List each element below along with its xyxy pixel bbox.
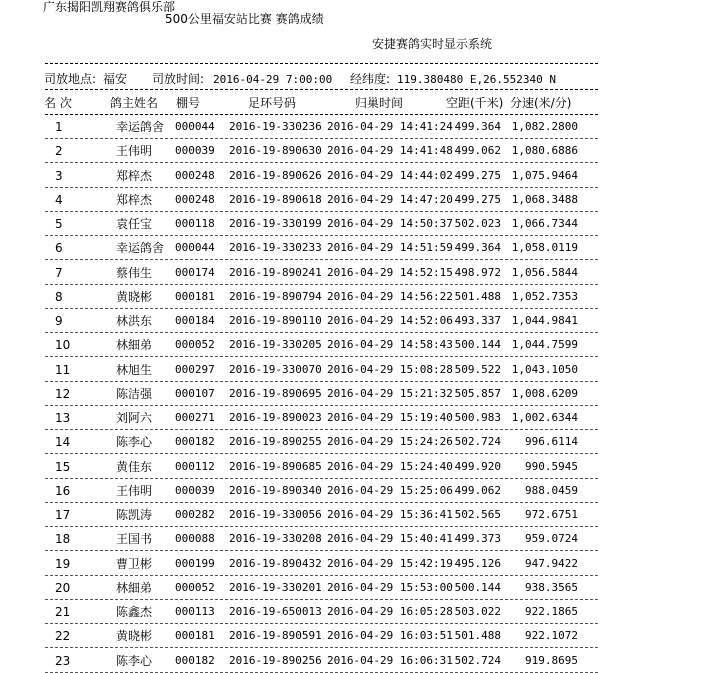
cell-loft: 000174 [175, 265, 215, 279]
cell-owner: 刘阿六 [116, 411, 153, 425]
cell-ring: 2016-19-890255 [229, 435, 322, 449]
release-coord-label: 经纬度: [350, 72, 391, 86]
cell-ring: 2016-19-890695 [229, 386, 322, 400]
cell-distance: 503.022 [454, 605, 501, 618]
cell-arrival: 2016-04-29 14:41:24 [327, 120, 453, 133]
table-row [0, 285, 711, 309]
cell-speed: 922.1865 [525, 605, 578, 618]
cell-speed: 996.6114 [525, 435, 578, 449]
table-row [0, 455, 711, 479]
table-row [0, 139, 711, 163]
cell-speed: 947.9422 [525, 556, 578, 570]
cell-loft: 000052 [175, 338, 215, 352]
cell-ring: 2016-19-890110 [229, 314, 322, 327]
cell-rank: 10 [55, 338, 71, 353]
cell-loft: 000088 [175, 532, 215, 546]
cell-ring: 2016-19-890591 [229, 629, 322, 643]
cell-arrival: 2016-04-29 14:51:59 [327, 241, 453, 255]
cell-owner: 陈洁强 [116, 386, 153, 401]
cell-arrival: 2016-04-29 15:24:26 [327, 435, 453, 449]
col-distance-header: 空距(千米) [446, 96, 504, 110]
release-location: 福安 [103, 72, 128, 86]
table-row [0, 212, 711, 236]
cell-distance: 499.275 [454, 192, 501, 206]
cell-speed: 988.0459 [525, 483, 578, 497]
cell-rank: 16 [55, 483, 71, 498]
cell-speed: 972.6751 [525, 508, 578, 521]
cell-loft: 000182 [175, 435, 215, 449]
cell-speed: 922.1072 [525, 629, 578, 643]
cell-loft: 000182 [175, 653, 215, 667]
cell-loft: 000044 [175, 120, 215, 133]
cell-arrival: 2016-04-29 14:47:20 [327, 192, 453, 206]
cell-rank: 3 [55, 168, 63, 183]
table-row [0, 552, 711, 576]
cell-arrival: 2016-04-29 15:19:40 [327, 411, 453, 424]
cell-arrival: 2016-04-29 15:08:28 [327, 362, 453, 376]
cell-ring: 2016-19-890023 [229, 411, 322, 424]
cell-distance: 499.373 [454, 532, 501, 546]
cell-owner: 黄晓彬 [116, 289, 153, 304]
cell-rank: 13 [55, 411, 71, 425]
cell-ring: 2016-19-890685 [229, 459, 322, 473]
cell-rank: 4 [55, 192, 63, 207]
col-ring-header: 足环号码 [248, 96, 297, 110]
cell-distance: 502.724 [454, 653, 501, 667]
cell-speed: 938.3565 [525, 580, 578, 594]
race-title: 500公里福安站比赛 赛鸽成绩 [165, 12, 324, 26]
cell-speed: 1,075.9464 [511, 168, 578, 182]
cell-speed: 990.5945 [525, 459, 578, 473]
cell-ring: 2016-19-330205 [229, 338, 322, 352]
table-row [0, 430, 711, 454]
cell-speed: 1,044.9841 [511, 314, 578, 327]
cell-loft: 000184 [175, 314, 215, 327]
cell-ring: 2016-19-330233 [229, 241, 322, 255]
table-row [0, 188, 711, 212]
cell-arrival: 2016-04-29 15:40:41 [327, 532, 453, 546]
cell-distance: 498.972 [454, 265, 501, 279]
cell-rank: 2 [55, 144, 63, 159]
cell-owner: 蔡伟生 [116, 265, 153, 280]
cell-ring: 2016-19-890618 [229, 192, 322, 206]
cell-arrival: 2016-04-29 14:58:43 [327, 338, 453, 352]
cell-distance: 509.522 [454, 362, 501, 376]
cell-rank: 23 [55, 653, 71, 668]
release-time: 2016-04-29 7:00:00 [213, 73, 333, 86]
cell-distance: 500.144 [454, 338, 501, 352]
cell-ring: 2016-19-890794 [229, 289, 322, 303]
cell-distance: 499.364 [454, 120, 501, 133]
table-row [0, 261, 711, 285]
table-row [0, 527, 711, 551]
cell-loft: 000052 [175, 580, 215, 594]
col-arrival-header: 归巢时间 [355, 96, 404, 110]
cell-speed: 1,056.5844 [511, 265, 578, 279]
cell-rank: 12 [55, 386, 71, 401]
cell-owner: 林細弟 [116, 338, 153, 353]
cell-loft: 000181 [175, 629, 215, 643]
table-row [0, 576, 711, 600]
cell-owner: 幸运鸽舍 [116, 241, 165, 256]
cell-rank: 17 [55, 508, 71, 522]
cell-arrival: 2016-04-29 14:44:02 [327, 168, 453, 182]
cell-owner: 林旭生 [116, 362, 153, 377]
cell-arrival: 2016-04-29 16:05:28 [327, 605, 453, 618]
cell-loft: 000039 [175, 144, 215, 158]
col-loft-header: 棚号 [176, 96, 201, 110]
cell-ring: 2016-19-890630 [229, 144, 322, 158]
cell-speed: 1,002.6344 [511, 411, 578, 424]
cell-ring: 2016-19-650013 [229, 605, 322, 618]
cell-ring: 2016-19-890432 [229, 556, 322, 570]
cell-owner: 林細弟 [116, 580, 153, 595]
cell-speed: 1,052.7353 [511, 289, 578, 303]
cell-arrival: 2016-04-29 14:52:06 [327, 314, 453, 327]
cell-owner: 王伟明 [116, 483, 153, 498]
cell-owner: 陈李心 [116, 653, 153, 668]
cell-owner: 陈鑫杰 [116, 605, 153, 619]
table-row [0, 358, 711, 382]
cell-arrival: 2016-04-29 15:21:32 [327, 386, 453, 400]
cell-rank: 15 [55, 459, 71, 474]
cell-distance: 495.126 [454, 556, 501, 570]
col-rank-header: 名 次 [44, 96, 72, 110]
release-time-label: 司放时间: [152, 72, 205, 86]
cell-loft: 000248 [175, 168, 215, 182]
table-row [0, 236, 711, 260]
cell-rank: 22 [55, 629, 71, 644]
cell-rank: 9 [55, 314, 63, 328]
cell-rank: 11 [55, 362, 71, 377]
cell-speed: 959.0724 [525, 532, 578, 546]
cell-distance: 502.565 [454, 508, 501, 521]
cell-loft: 000107 [175, 386, 215, 400]
cell-arrival: 2016-04-29 16:06:31 [327, 653, 453, 667]
table-row [0, 600, 711, 624]
cell-loft: 000282 [175, 508, 215, 521]
cell-owner: 林洪东 [116, 314, 153, 328]
cell-speed: 1,082.2800 [511, 120, 578, 133]
cell-owner: 王国书 [116, 532, 153, 547]
cell-distance: 499.275 [454, 168, 501, 182]
table-row [0, 164, 711, 188]
cell-arrival: 2016-04-29 14:52:15 [327, 265, 453, 279]
cell-ring: 2016-19-330236 [229, 120, 322, 133]
cell-loft: 000118 [175, 217, 215, 230]
cell-rank: 19 [55, 556, 71, 571]
table-row [0, 503, 711, 527]
cell-distance: 502.724 [454, 435, 501, 449]
cell-rank: 6 [55, 241, 63, 256]
cell-rank: 20 [55, 580, 71, 595]
cell-arrival: 2016-04-29 15:53:00 [327, 580, 453, 594]
cell-owner: 郑梓杰 [116, 168, 153, 183]
cell-owner: 郑梓杰 [116, 192, 153, 207]
cell-owner: 黄佳东 [116, 459, 153, 474]
release-location-label: 司放地点: [44, 72, 97, 86]
cell-distance: 499.920 [454, 459, 501, 473]
cell-rank: 7 [55, 265, 63, 280]
table-row [0, 406, 711, 430]
cell-speed: 1,068.3488 [511, 192, 578, 206]
cell-arrival: 2016-04-29 14:41:48 [327, 144, 453, 158]
cell-owner: 曹卫彬 [116, 556, 153, 571]
cell-arrival: 2016-04-29 15:36:41 [327, 508, 453, 521]
cell-loft: 000248 [175, 192, 215, 206]
cell-rank: 5 [55, 217, 63, 231]
table-row [0, 624, 711, 648]
cell-ring: 2016-19-330199 [229, 217, 322, 230]
cell-arrival: 2016-04-29 15:25:06 [327, 483, 453, 497]
col-speed-header: 分速(米/分) [510, 96, 572, 110]
cell-ring: 2016-19-890340 [229, 483, 322, 497]
cell-owner: 陈李心 [116, 435, 153, 450]
cell-distance: 500.983 [454, 411, 501, 424]
cell-distance: 505.857 [454, 386, 501, 400]
cell-rank: 18 [55, 532, 71, 547]
cell-loft: 000113 [175, 605, 215, 618]
cell-speed: 1,044.7599 [511, 338, 578, 352]
cell-arrival: 2016-04-29 15:24:40 [327, 459, 453, 473]
cell-rank: 14 [55, 435, 71, 450]
cell-loft: 000181 [175, 289, 215, 303]
row-separator [45, 672, 598, 673]
cell-speed: 919.8695 [525, 653, 578, 667]
cell-distance: 501.488 [454, 629, 501, 643]
system-name: 安捷赛鸽实时显示系统 [372, 37, 493, 51]
cell-rank: 21 [55, 605, 71, 619]
table-row [0, 333, 711, 357]
table-row [0, 382, 711, 406]
cell-speed: 1,043.1050 [511, 362, 578, 376]
cell-owner: 袁任宝 [116, 217, 153, 231]
release-coords: 119.380480 E,26.552340 N [397, 73, 556, 86]
cell-distance: 499.062 [454, 483, 501, 497]
cell-ring: 2016-19-890256 [229, 653, 322, 667]
cell-owner: 王伟明 [116, 144, 153, 159]
cell-distance: 499.364 [454, 241, 501, 255]
cell-rank: 1 [55, 120, 63, 134]
cell-arrival: 2016-04-29 15:42:19 [327, 556, 453, 570]
cell-rank: 8 [55, 289, 63, 304]
cell-ring: 2016-19-330056 [229, 508, 322, 521]
cell-speed: 1,008.6209 [511, 386, 578, 400]
cell-arrival: 2016-04-29 14:56:22 [327, 289, 453, 303]
cell-owner: 陈凯涛 [116, 508, 153, 522]
cell-loft: 000297 [175, 362, 215, 376]
cell-loft: 000039 [175, 483, 215, 497]
cell-owner: 幸运鸽舍 [116, 120, 165, 134]
table-row [0, 309, 711, 333]
cell-distance: 500.144 [454, 580, 501, 594]
cell-distance: 502.023 [454, 217, 501, 230]
cell-ring: 2016-19-330070 [229, 362, 322, 376]
cell-loft: 000112 [175, 459, 215, 473]
cell-distance: 493.337 [454, 314, 501, 327]
cell-owner: 黄晓彬 [116, 629, 153, 644]
cell-loft: 000199 [175, 556, 215, 570]
cell-ring: 2016-19-890241 [229, 265, 322, 279]
cell-speed: 1,066.7344 [511, 217, 578, 230]
table-row [0, 115, 711, 139]
cell-ring: 2016-19-890626 [229, 168, 322, 182]
cell-loft: 000044 [175, 241, 215, 255]
cell-speed: 1,058.0119 [511, 241, 578, 255]
cell-distance: 499.062 [454, 144, 501, 158]
cell-ring: 2016-19-330208 [229, 532, 322, 546]
cell-ring: 2016-19-330201 [229, 580, 322, 594]
col-owner-header: 鸽主姓名 [110, 96, 159, 110]
table-row [0, 479, 711, 503]
cell-arrival: 2016-04-29 14:50:37 [327, 217, 453, 230]
club-name: 广东揭阳凯翔赛鸽俱乐部 [43, 0, 176, 14]
cell-speed: 1,080.6886 [511, 144, 578, 158]
cell-loft: 000271 [175, 411, 215, 424]
cell-arrival: 2016-04-29 16:03:51 [327, 629, 453, 643]
cell-distance: 501.488 [454, 289, 501, 303]
